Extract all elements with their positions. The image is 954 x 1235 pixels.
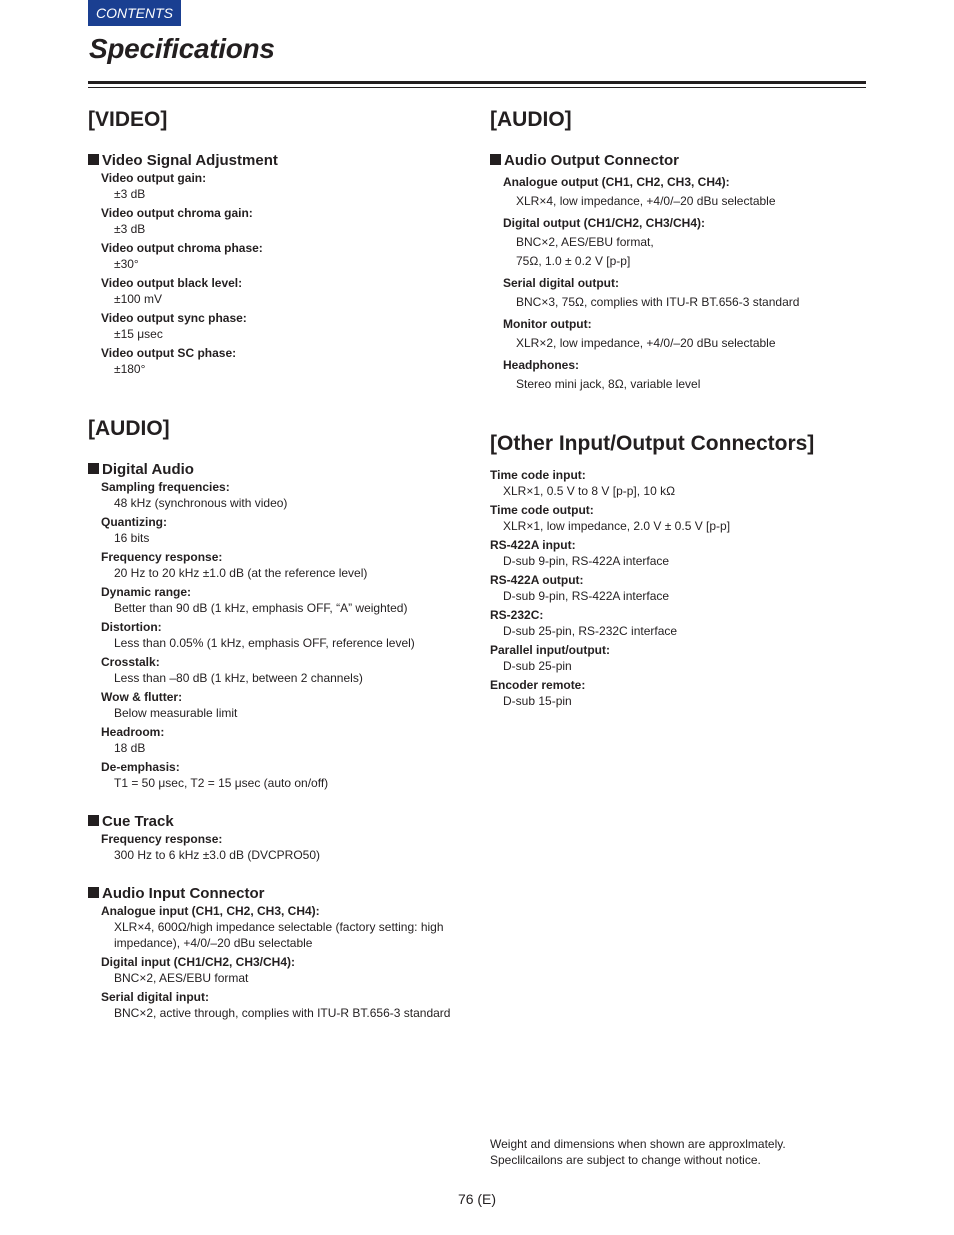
spec-value: D-sub 9-pin, RS-422A interface [503,589,670,603]
square-bullet-icon [88,463,99,474]
spec-label: Encoder remote: [490,678,586,692]
spec-label: Video output SC phase: [101,346,237,360]
spec-label: Parallel input/output: [490,643,610,657]
spec-item [503,215,860,271]
spec-item [490,678,860,709]
spec-label: Video output chroma gain: [101,206,253,220]
spec-label: Time code input: [490,468,586,482]
spec-value: 20 Hz to 20 kHz ±1.0 dB (at the reference level) [114,566,368,580]
square-bullet-icon [88,815,99,826]
spec-value: BNC×3, 75Ω, complies with ITU-R BT.656-3 standard [516,295,800,309]
spec-value: XLR×1, 0.5 V to 8 V [p-p], 10 kΩ [503,484,676,498]
cue-track-spec-list [101,832,468,863]
spec-item [101,955,452,986]
spec-value: XLR×1, low impedance, 2.0 V ± 0.5 V [p-p] [503,519,731,533]
right-column [490,106,860,713]
spec-label: Sampling frequencies: [101,480,230,494]
spec-item [490,468,860,499]
spec-item [101,276,468,307]
spec-value: Less than –80 dB (1 kHz, between 2 channels) [114,671,363,685]
spec-value: ±3 dB [114,187,146,201]
spec-value: Below measurable limit [114,706,238,720]
spec-label: Headphones: [503,358,580,372]
spec-item [101,620,468,651]
spec-label: Dynamic range: [101,585,192,599]
other-io-section-title: [Other Input/Output Connectors] [490,432,815,455]
spec-label: Wow & flutter: [101,690,183,704]
spec-item [101,346,468,377]
spec-item [101,206,468,237]
spec-value: BNC×2, AES/EBU format, [516,235,654,249]
page-title: Specifications [89,33,275,64]
spec-value: ±15 μsec [114,327,163,341]
left-column [88,106,468,1025]
spec-value: BNC×2, AES/EBU format [114,971,249,985]
cue-track-heading: Cue Track [88,812,468,832]
spec-label: RS-422A input: [490,538,576,552]
spec-value: D-sub 15-pin [503,694,572,708]
footnote-line: Weight and dimensions when shown are approxlmately. [490,1137,786,1151]
video-signal-adjustment-heading: Video Signal Adjustment [88,151,468,171]
spec-value: BNC×2, active through, complies with ITU-R BT.656-3 standard [114,1006,451,1020]
spec-item [101,655,468,686]
spec-item [490,608,860,639]
spec-label: Distortion: [101,620,162,634]
spec-value: Better than 90 dB (1 kHz, emphasis OFF, “A” weighted) [114,601,408,615]
spec-label: Analogue input (CH1, CH2, CH3, CH4): [101,904,320,918]
spec-label: Digital input (CH1/CH2, CH3/CH4): [101,955,296,969]
spec-label: RS-422A output: [490,573,584,587]
square-bullet-icon [88,154,99,165]
spec-value: 18 dB [114,741,146,755]
spec-item [490,503,860,534]
spec-label: Digital output (CH1/CH2, CH3/CH4): [503,216,705,230]
spec-value: D-sub 25-pin, RS-232C interface [503,624,678,638]
spec-label: Crosstalk: [101,655,160,669]
spec-label: Time code output: [490,503,594,517]
spec-item [101,171,468,202]
spec-item [101,241,468,272]
audio-output-spec-list [503,174,860,394]
audio-input-spec-list [101,904,452,1021]
spec-value: ±30° [114,257,139,271]
spec-item [101,725,468,756]
contents-link[interactable]: CONTENTS [88,0,181,26]
spec-value: XLR×4, low impedance, +4/0/–20 dBu selectable [516,194,776,208]
spec-value: Stereo mini jack, 8Ω, variable level [516,377,701,391]
audio-left-section-title: [AUDIO] [88,417,170,440]
spec-value: 75Ω, 1.0 ± 0.2 V [p-p] [516,254,631,268]
spec-label: Frequency response: [101,550,223,564]
spec-label: Headroom: [101,725,165,739]
digital-audio-heading: Digital Audio [88,460,468,480]
footnote [490,1136,850,1168]
spec-item [101,760,468,791]
spec-value: D-sub 25-pin [503,659,572,673]
title-rule-thick [88,81,866,84]
spec-item [101,832,468,863]
audio-right-section-title: [AUDIO] [490,108,572,131]
page-number: 76 (E) [457,1191,497,1207]
spec-item [490,643,860,674]
title-rule-thin [88,87,866,88]
audio-input-connector-heading: Audio Input Connector [88,884,468,904]
spec-value: D-sub 9-pin, RS-422A interface [503,554,670,568]
spec-item [101,990,452,1021]
spec-label: Video output sync phase: [101,311,247,325]
spec-value: ±3 dB [114,222,146,236]
video-section-title: [VIDEO] [88,108,168,131]
spec-item [503,316,860,353]
spec-item [503,275,860,312]
audio-output-block [490,174,860,394]
spec-label: Serial digital input: [101,990,210,1004]
spec-label: Monitor output: [503,317,592,331]
square-bullet-icon [490,154,501,165]
spec-value: ±100 mV [114,292,162,306]
spec-item [101,550,468,581]
spec-value: XLR×2, low impedance, +4/0/–20 dBu selectable [516,336,776,350]
other-io-spec-list [490,468,860,709]
spec-item [503,174,860,211]
spec-value: 16 bits [114,531,150,545]
spec-label: Frequency response: [101,832,223,846]
spec-label: Video output gain: [101,171,207,185]
spec-label: Video output chroma phase: [101,241,263,255]
spec-item [101,690,468,721]
spec-label: Video output black level: [101,276,243,290]
spec-item [101,585,468,616]
spec-label: Analogue output (CH1, CH2, CH3, CH4): [503,175,730,189]
spec-item [503,357,860,394]
spec-value: Less than 0.05% (1 kHz, emphasis OFF, reference level) [114,636,415,650]
video-spec-list [101,171,468,377]
spec-item [490,573,860,604]
spec-label: Quantizing: [101,515,167,529]
spec-item [101,904,452,951]
spec-item [101,311,468,342]
spec-value: 300 Hz to 6 kHz ±3.0 dB (DVCPRO50) [114,848,320,862]
spec-label: Serial digital output: [503,276,619,290]
square-bullet-icon [88,887,99,898]
spec-item [490,538,860,569]
footnote-line: Speclilcailons are subject to change without notice. [490,1153,761,1167]
spec-label: RS-232C: [490,608,544,622]
spec-value: T1 = 50 μsec, T2 = 15 μsec (auto on/off) [114,776,329,790]
digital-audio-spec-list [101,480,468,791]
spec-value: ±180° [114,362,146,376]
spec-item [101,480,468,511]
spec-value: XLR×4, 600Ω/high impedance selectable (factory setting: high impedance), +4/0/–20 dBu selectable [114,920,444,950]
audio-output-connector-heading: Audio Output Connector [490,151,860,171]
spec-value: 48 kHz (synchronous with video) [114,496,288,510]
spec-label: De-emphasis: [101,760,180,774]
spec-item [101,515,468,546]
